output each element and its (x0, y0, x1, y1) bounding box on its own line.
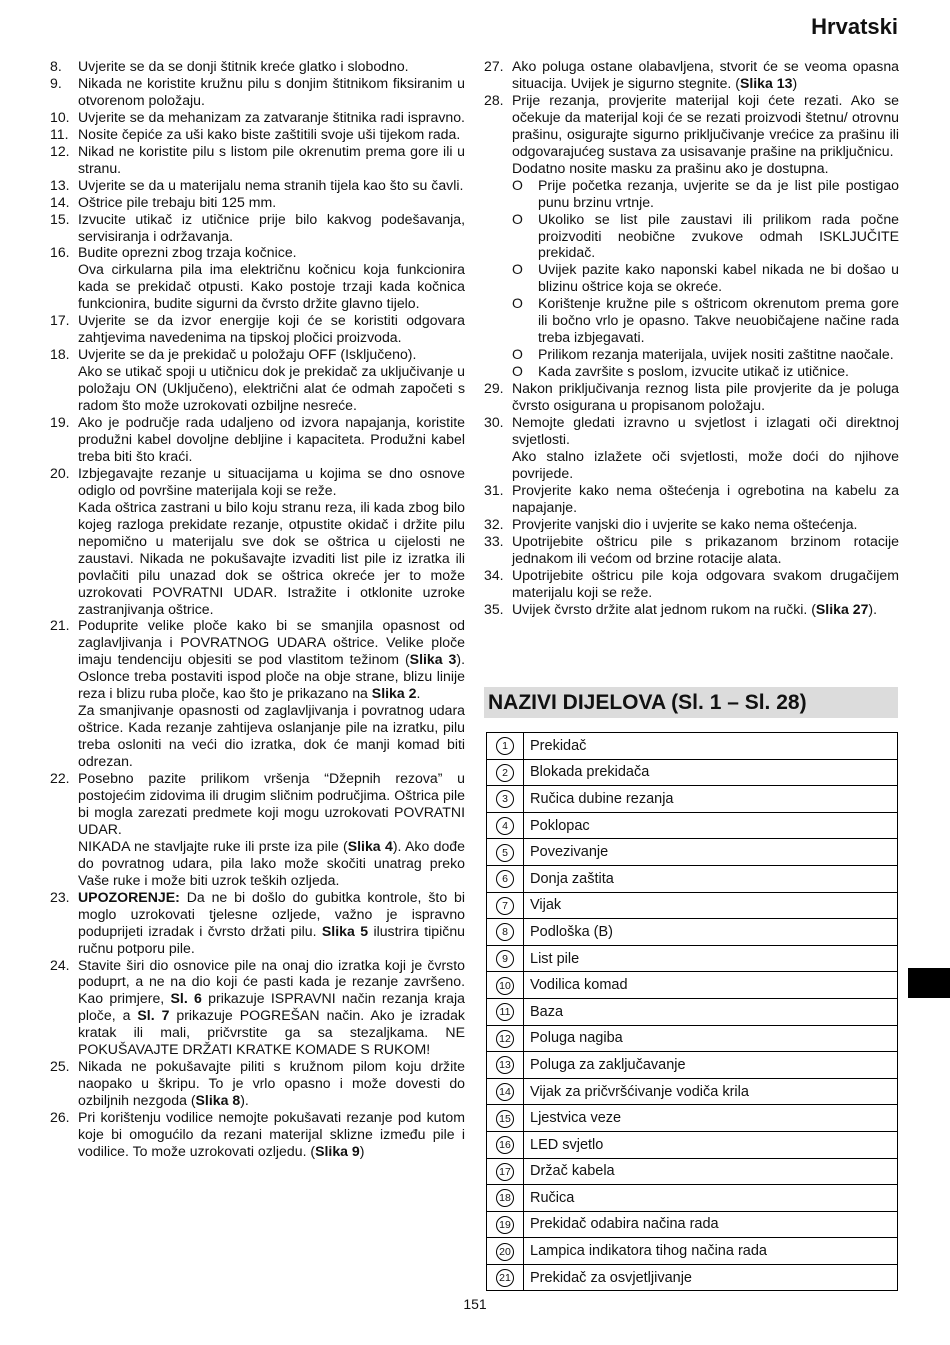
part-row (487, 1158, 898, 1185)
part-row (487, 1052, 898, 1079)
instruction-text: Stavite širi dio osnovice pile na onaj dio izratka koji je čvrsto poduprt, a ne na dio koji će pasti kada je rezanje završeno. Kao primjere, Sl. 6 prikazuje ISPRAVNI način rezanja kraja ploče, a Sl. 7 prikazuje POGREŠAN način. Ako je izradak kratak ili mali, pričvrstite ga sa stezaljkama. NE POKUŠAVAJTE DRŽATI KRATKE KOMADE S RUKOM! (78, 956, 465, 1058)
instruction-body (78, 177, 465, 194)
instruction-body (512, 92, 899, 380)
part-number: 18 (496, 1189, 514, 1207)
instruction-item (50, 75, 465, 109)
part-row (487, 1131, 898, 1158)
instruction-text: Ako je područje rada udaljeno od izvora napajanja, koristite produžni kabel dovoljne debljine i kapaciteta. Produžni kabel treba biti što kraći. (78, 414, 465, 464)
instruction-number: 26. (50, 1109, 70, 1126)
part-number-cell (487, 812, 524, 839)
instruction-number: 11. (50, 125, 69, 142)
part-label: Baza (524, 998, 898, 1025)
circle-bullet-icon: O (512, 261, 523, 278)
instruction-item (50, 143, 465, 177)
instruction-item (50, 58, 465, 75)
part-label: Prekidač (524, 733, 898, 760)
instruction-body (78, 126, 465, 143)
instruction-text: Nikada ne koristite kružnu pilu s donjim štitnikom fiksiranim u otvorenom položaju. (78, 74, 465, 108)
parts-table (486, 732, 898, 1291)
instruction-body (78, 75, 465, 109)
part-label: Prekidač odabira načina rada (524, 1211, 898, 1238)
instruction-number: 31. (484, 481, 504, 498)
instruction-body (78, 211, 465, 245)
instruction-body (512, 567, 899, 601)
bullet-item (512, 211, 899, 262)
instruction-text: Kada oštrica zastrani u bilo koju stranu reza, ili kada zbog bilo kojeg razloga prekidate rezanje, otpustite okidač i držite pilu nepomično u materijalu sve dok se oštrica u cijelosti ne zaustavi. Nikada ne pokušavajte izvaditi list pile iz izratka ili povlačiti pilu unazad dok se oštrica okreće jer to može uzrokovati POVRATNI UDAR. Istražite i otklonite uzroke zastranjivanja oštrice. (78, 498, 465, 617)
instruction-number: 32. (484, 515, 504, 532)
part-number-cell (487, 1185, 524, 1212)
part-number: 14 (496, 1083, 514, 1101)
part-label: Lampica indikatora tihog načina rada (524, 1238, 898, 1265)
instruction-text: Oštrice pile trebaju biti 125 mm. (78, 193, 277, 210)
instruction-body (78, 143, 465, 177)
instruction-number: 13. (50, 176, 70, 193)
bullet-item (512, 346, 899, 363)
instruction-number: 33. (484, 532, 504, 549)
instruction-body (512, 601, 899, 618)
instruction-body (78, 1109, 465, 1160)
instruction-item (50, 346, 465, 414)
instruction-text: Uvijek čvrsto držite alat jednom rukom na ručki. (Slika 27). (512, 600, 878, 617)
instruction-item (50, 177, 465, 194)
part-row (487, 1238, 898, 1265)
bullet-text: Ukoliko se list pile zaustavi ili prilikom rada počne proizvoditi neobične zvukove odmah ISKLJUČITE prekidač. (538, 210, 899, 261)
instruction-item (50, 194, 465, 211)
part-number: 4 (496, 817, 514, 835)
instruction-body (512, 414, 899, 482)
part-number-cell (487, 1052, 524, 1079)
part-label: Poklopac (524, 812, 898, 839)
instruction-text: Posebno pazite prilikom vršenja “Džepnih rezova” u postojećim zidovima ili drugim sličnim područjima. Oštrica pile bi mogla zarezati predmete koji mogu uzrokovati POVRATNI UDAR. (78, 770, 465, 837)
instruction-text: Prije rezanja, provjerite materijal koji ćete rezati. Ako se očekuje da materijal koji će se rezati proizvodi štetnu/ otrovnu prašinu, osigurajte sigurno priključivanje vrećice za prašinu ili odgovarajućeg sustava za usisavanje prašine na priključnicu. (512, 91, 899, 159)
instruction-item (484, 516, 899, 533)
part-label: Držač kabela (524, 1158, 898, 1185)
part-label: Ručica (524, 1185, 898, 1212)
part-row (487, 733, 898, 760)
instruction-number: 23. (50, 888, 70, 905)
part-row (487, 812, 898, 839)
instruction-number: 20. (50, 464, 70, 481)
part-number: 7 (496, 897, 514, 915)
part-number-cell (487, 892, 524, 919)
instruction-body (512, 533, 899, 567)
instruction-number: 24. (50, 956, 70, 973)
part-row (487, 892, 898, 919)
part-number: 19 (496, 1216, 514, 1234)
part-row (487, 1105, 898, 1132)
part-number: 2 (496, 764, 514, 782)
part-number: 13 (496, 1056, 514, 1074)
bullet-text: Prilikom rezanja materijala, uvijek nositi zaštitne naočale. (538, 346, 894, 363)
part-number-cell (487, 972, 524, 999)
part-label: Vijak za pričvršćivanje vodiča krila (524, 1078, 898, 1105)
bullet-text: Korištenje kružne pile s oštricom okrenutom prema gore ili bočno vrlo je opasno. Takve neuobičajene načine rada treba izbjegavati. (538, 295, 899, 346)
instruction-item (50, 126, 465, 143)
instruction-number: 14. (50, 193, 70, 210)
instruction-item (484, 567, 899, 601)
instruction-body (78, 770, 465, 889)
part-number: 17 (496, 1163, 514, 1181)
instruction-text: Budite oprezni zbog trzaja kočnice. (78, 244, 297, 261)
part-row (487, 1211, 898, 1238)
circle-bullet-icon: O (512, 210, 523, 227)
instruction-item (50, 1058, 465, 1109)
instruction-text: Uvjerite se da je prekidač u položaju OFF (Isključeno). (78, 346, 417, 363)
part-number-cell (487, 1238, 524, 1265)
instruction-text: Poduprite velike ploče kako bi se smanjila opasnost od zaglavljivanja i POVRATNOG UDARA oštrice. Velike ploče imaju tendenciju objesiti se pod vlastitom težinom (Slika 3). Oslonce treba postaviti ispod ploče na obje strane, blizu linije reza i blizu ruba ploče, kao što je prikazano na Slika 2. (78, 617, 466, 702)
instruction-body (78, 617, 465, 770)
instruction-number: 9. (50, 74, 62, 91)
instruction-number: 16. (50, 244, 70, 261)
part-number-cell (487, 839, 524, 866)
part-row (487, 786, 898, 813)
instruction-text: Izbjegavajte rezanje u situacijama u kojima se dno osnove odiglo od površine materijala koji se reže. (78, 464, 465, 498)
instruction-item (484, 482, 899, 516)
part-number: 1 (496, 737, 514, 755)
instruction-text: Ova cirkularna pila ima električnu kočnicu koja funkcionira kada se prekidač otpusti. Kako postoje trzaji kada kočnica funkcionira, budite sigurni da čvrsto držite glavno tijelo. (78, 261, 465, 312)
part-label: Vijak (524, 892, 898, 919)
part-number-cell (487, 945, 524, 972)
instruction-body (78, 1058, 465, 1109)
part-label: Donja zaštita (524, 865, 898, 892)
language-header: Hrvatski (811, 14, 898, 39)
circle-bullet-icon: O (512, 176, 523, 193)
instruction-item (50, 244, 465, 312)
instruction-text: Provjerite kako nema oštećenja i ogrebotina na kabelu za napajanje. (512, 481, 899, 515)
instruction-item (484, 92, 899, 380)
page-number: 151 (463, 1296, 487, 1312)
instruction-number: 22. (50, 770, 70, 787)
bullet-item (512, 295, 899, 346)
instruction-item (50, 211, 465, 245)
bullet-text: Uvijek pazite kako naponski kabel nikada ne bi došao u blizinu oštrice koja se okreće. (538, 261, 899, 295)
part-label: Blokada prekidača (524, 759, 898, 786)
part-label: List pile (524, 945, 898, 972)
part-label: Poluga nagiba (524, 1025, 898, 1052)
instruction-number: 30. (484, 414, 504, 431)
instruction-number: 21. (50, 617, 70, 634)
instruction-number: 17. (50, 312, 70, 329)
part-number-cell (487, 1264, 524, 1291)
instruction-text: Ako poluga ostane olabavljena, stvorit će se veoma opasna situacija. Uvijek je sigurno stegnite. (Slika 13) (512, 58, 899, 91)
instruction-item (484, 58, 899, 92)
part-label: Ljestvica veze (524, 1105, 898, 1132)
instruction-number: 19. (50, 414, 70, 431)
circle-bullet-icon: O (512, 363, 523, 380)
part-label: Prekidač za osvjetljivanje (524, 1264, 898, 1291)
instruction-text: Upotrijebite oštricu pile s prikazanom brzinom rotacije jednakom ili većom od brzine rotacije alata. (512, 532, 899, 566)
part-row (487, 1264, 898, 1291)
instruction-body (78, 58, 465, 75)
instruction-text: Uvjerite se da mehanizam za zatvaranje štitnika radi ispravno. (78, 108, 465, 125)
part-number: 16 (496, 1136, 514, 1154)
part-label: Ručica dubine rezanja (524, 786, 898, 813)
instruction-number: 10. (50, 108, 70, 125)
instruction-item (50, 312, 465, 346)
instruction-body (78, 346, 465, 414)
instruction-text: UPOZORENJE: Da ne bi došlo do gubitka kontrole, što bi moglo uzrokovati tjelesne ozljede, važno je ispravno poduprijeti izradak i čvrsto držati pilu. Slika 5 ilustrira tipičnu ručnu potporu pile. (78, 888, 465, 956)
part-number: 6 (496, 870, 514, 888)
circle-bullet-icon: O (512, 346, 523, 363)
instruction-body (512, 380, 899, 414)
instruction-text: Upotrijebite oštricu pile koja odgovara svakom drugačijem materijalu koji se reže. (512, 566, 899, 600)
part-number-cell (487, 786, 524, 813)
instruction-number: 27. (484, 58, 504, 74)
instruction-text: Uvjerite se da se donji štitnik kreće glatko i slobodno. (78, 58, 409, 74)
instruction-body (512, 482, 899, 516)
part-number: 12 (496, 1030, 514, 1048)
instruction-body (78, 312, 465, 346)
instruction-text: Nosite čepiće za uši kako biste zaštitili svoje uši tijekom rada. (78, 125, 461, 142)
instruction-text: Ako se utikač spoji u utičnicu dok je prekidač za uključivanje u položaju ON (Uključeno), električni alat će odmah započeti s radom što može uzrokovati ozbiljne nesreće. (78, 363, 465, 414)
part-number: 3 (496, 790, 514, 808)
instruction-number: 29. (484, 380, 504, 397)
instruction-body (78, 465, 465, 618)
instruction-number: 35. (484, 600, 504, 617)
instruction-number: 25. (50, 1058, 70, 1075)
instruction-item (50, 889, 465, 957)
instruction-number: 15. (50, 210, 70, 227)
part-label: Poluga za zaključavanje (524, 1052, 898, 1079)
instruction-number: 12. (50, 142, 70, 159)
bullet-item (512, 261, 899, 295)
instruction-body (78, 194, 465, 211)
instruction-body (78, 244, 465, 312)
instruction-body (512, 58, 899, 92)
part-number: 5 (496, 844, 514, 862)
part-row (487, 945, 898, 972)
left-column (50, 58, 465, 1160)
part-number: 11 (496, 1003, 514, 1021)
instruction-item (50, 465, 465, 618)
part-number: 8 (496, 923, 514, 941)
part-number-cell (487, 1131, 524, 1158)
instruction-number: 34. (484, 566, 504, 583)
part-row (487, 839, 898, 866)
instruction-text: Izvucite utikač iz utičnice prije bilo kakvog podešavanja, servisiranja i održavanja. (78, 210, 465, 244)
instruction-text: Nikada ne pokušavajte piliti s kružnom pilom koju držite naopako u škripu. To je vrlo opasno i može dovesti do ozbiljnih nezgoda (Slika 8). (78, 1058, 465, 1109)
instruction-item (50, 770, 465, 889)
part-row (487, 1078, 898, 1105)
instruction-body (512, 516, 899, 533)
instruction-text: Provjerite vanjski dio i uvjerite se kako nema oštećenja. (512, 515, 858, 532)
part-number: 15 (496, 1110, 514, 1128)
part-number: 10 (496, 977, 514, 995)
part-row (487, 865, 898, 892)
language-tab-marker (908, 968, 950, 998)
bullet-text: Kada završite s poslom, izvucite utikač iz utičnice. (538, 363, 849, 380)
part-label: Povezivanje (524, 839, 898, 866)
instruction-text: Za smanjivanje opasnosti od zaglavljivanja i povratnog udara oštrice. Kada rezanje zahtijeva oslanjanje pile na izratku, pilu treba osloniti na veći dio izratka, dok će manji komad biti odrezan. (78, 702, 465, 770)
instruction-item (50, 617, 465, 770)
part-row (487, 919, 898, 946)
bullet-item (512, 363, 899, 380)
instruction-text: NIKADA ne stavljajte ruke ili prste iza pile (Slika 4). Ako dođe do povratnog udara, pila lako može skočiti unatrag preko Vaše ruke i može biti uzrok teških ozljeda. (78, 837, 465, 888)
part-number: 20 (496, 1243, 514, 1261)
instruction-item (484, 380, 899, 414)
part-number-cell (487, 865, 524, 892)
part-label: LED svjetlo (524, 1131, 898, 1158)
part-number-cell (487, 1105, 524, 1132)
part-row (487, 998, 898, 1025)
part-number-cell (487, 998, 524, 1025)
part-row (487, 1185, 898, 1212)
instruction-body (78, 957, 465, 1059)
part-number-cell (487, 1078, 524, 1105)
instruction-item (484, 601, 899, 618)
instruction-item (484, 414, 899, 482)
instruction-text: Uvjerite se da u materijalu nema stranih tijela kao što su čavli. (78, 176, 464, 193)
instruction-text: Nemojte gledati izravno u svjetlost i izlagati oči direktnoj svjetlosti. (512, 414, 899, 447)
instruction-text: Nikad ne koristite pilu s listom pile okrenutim prema gore ili u stranu. (78, 142, 465, 176)
instruction-item (50, 1109, 465, 1160)
instruction-text: Ako stalno izlažete oči svjetlosti, može doći do njihove povrijede. (512, 447, 899, 481)
part-row (487, 1025, 898, 1052)
instruction-item (50, 957, 465, 1059)
part-number-cell (487, 733, 524, 760)
instruction-number: 28. (484, 91, 504, 108)
part-label: Podloška (B) (524, 919, 898, 946)
right-column (484, 58, 899, 617)
instruction-text: Dodatno nosite masku za prašinu ako je dostupna. (512, 159, 829, 176)
part-number-cell (487, 759, 524, 786)
part-number-cell (487, 1211, 524, 1238)
instruction-body (78, 109, 465, 126)
part-row (487, 759, 898, 786)
instruction-number: 18. (50, 346, 70, 363)
circle-bullet-icon: O (512, 295, 523, 312)
part-label: Vodilica komad (524, 972, 898, 999)
bullet-text: Prije početka rezanja, uvjerite se da je list pile postigao punu brzinu vrtnje. (538, 176, 899, 210)
part-number-cell (487, 919, 524, 946)
instruction-body (78, 889, 465, 957)
instruction-number: 8. (50, 58, 62, 74)
instruction-text: Nakon priključivanja reznog lista pile provjerite da je poluga čvrsto osigurana u propisanom položaju. (512, 380, 899, 414)
instruction-text: Uvjerite se da izvor energije koji će se koristiti odgovara zahtjevima navedenima na tipskoj pločici proizvoda. (78, 312, 465, 346)
bullet-item (512, 177, 899, 211)
instruction-body (78, 414, 465, 465)
part-number-cell (487, 1158, 524, 1185)
part-number: 21 (496, 1269, 514, 1287)
part-number-cell (487, 1025, 524, 1052)
part-row (487, 972, 898, 999)
instruction-item (50, 414, 465, 465)
instruction-item (484, 533, 899, 567)
part-number: 9 (496, 950, 514, 968)
parts-section-title: NAZIVI DIJELOVA (Sl. 1 – Sl. 28) (484, 687, 898, 718)
instruction-item (50, 109, 465, 126)
instruction-text: Pri korištenju vodilice nemojte pokušavati rezanje pod kutom koje bi omogućilo da rezani materijal sklizne između pile i vodilice. To može uzrokovati ozljedu. (Slika 9) (78, 1109, 465, 1159)
